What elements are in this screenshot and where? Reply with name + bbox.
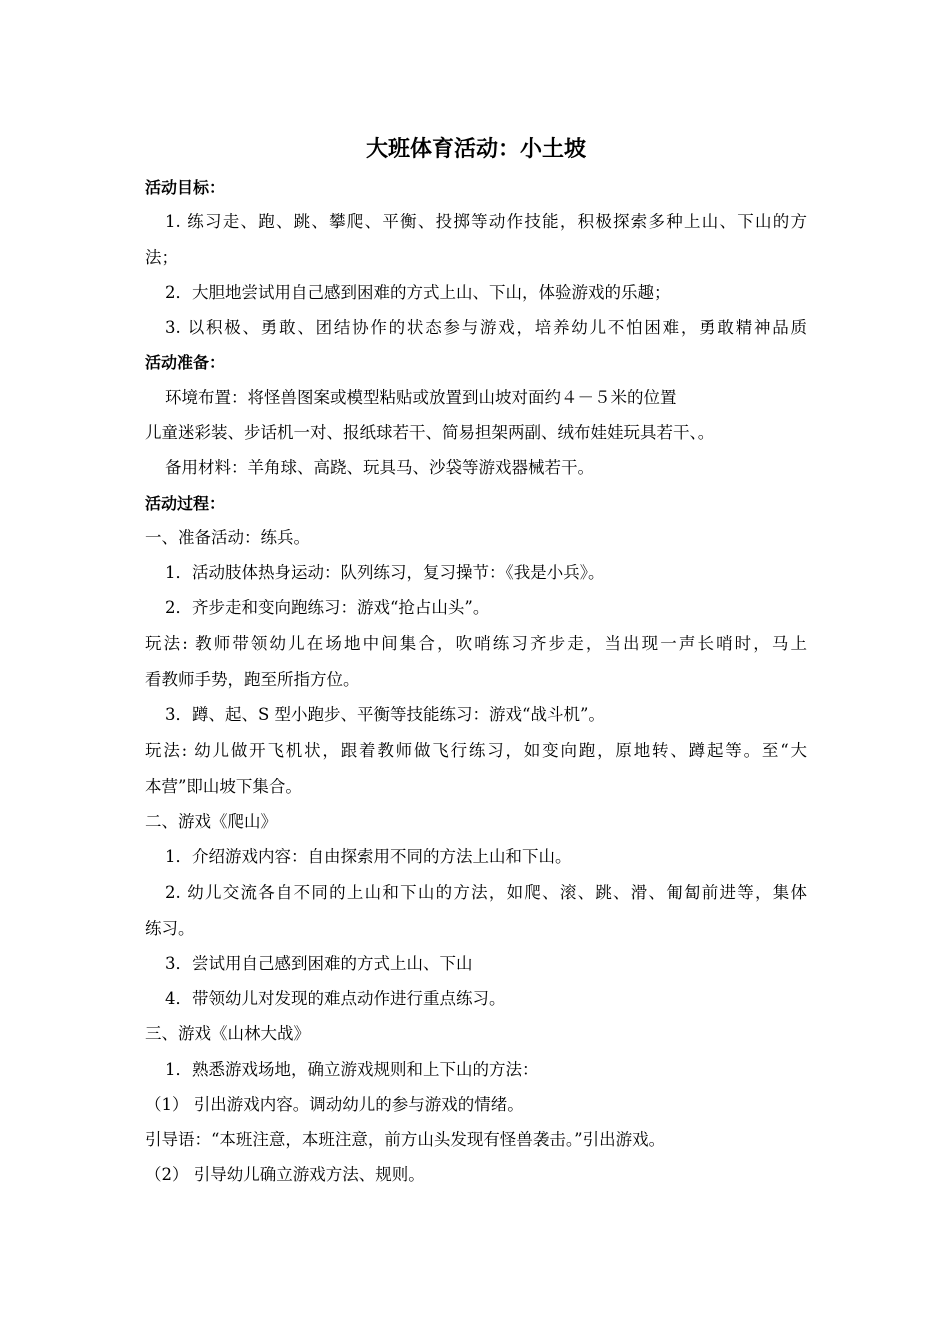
part1-play-2-line-1: 玩法: 幼儿做开飞机状，跟着教师做飞行练习，如变向跑，原地转、蹲起等。至“大	[145, 741, 807, 760]
part1-title: 一、准备活动：练兵。	[145, 528, 310, 547]
part1-play-1-line-2: 看教师手势，跑至所指方位。	[145, 670, 360, 689]
goal-item-2: 2．大胆地尝试用自己感到困难的方式上山、下山，体验游戏的乐趣；	[165, 283, 671, 302]
part3-sub-2: （2） 引导幼儿确立游戏方法、规则。	[145, 1165, 425, 1184]
goal-item-3: 3. 以积极、勇敢、团结协作的状态参与游戏，培养幼儿不怕困难，勇敢精神品质	[165, 318, 807, 337]
part1-step-3: 3．蹲、起、S 型小跑步、平衡等技能练习：游戏“战斗机”。	[165, 705, 605, 724]
part1-step-1: 1．活动肢体热身运动：队列练习，复习操节：《我是小兵》。	[165, 563, 605, 582]
goals-heading: 活动目标：	[145, 178, 226, 197]
part2-step-2-line-1: 2. 幼儿交流各自不同的上山和下山的方法，如爬、滚、跳、滑、匍匐前进等，集体	[165, 883, 807, 902]
goal-item-1-line-2: 法；	[145, 248, 178, 267]
part1-play-2-line-2: 本营”即山坡下集合。	[145, 777, 302, 796]
part2-step-4: 4．带领幼儿对发现的难点动作进行重点练习。	[165, 989, 506, 1008]
prep-environment: 环境布置：将怪兽图案或模型粘贴或放置到山坡对面约４－５米的位置	[165, 388, 677, 407]
part1-step-2: 2．齐步走和变向跑练习：游戏“抢占山头”。	[165, 598, 490, 617]
part1-play-1-line-1: 玩法: 教师带领幼儿在场地中间集合，吹哨练习齐步走，当出现一声长哨时，马上	[145, 634, 807, 653]
part3-sub-1: （1） 引出游戏内容。调动幼儿的参与游戏的情绪。	[145, 1095, 524, 1114]
document-title: 大班体育活动：小土坡	[365, 137, 586, 162]
prep-spare-materials: 备用材料：羊角球、高跷、玩具马、沙袋等游戏器械若干。	[165, 458, 594, 477]
part3-guide: 引导语：“本班注意，本班注意，前方山头发现有怪兽袭击。”引出游戏。	[145, 1130, 666, 1149]
prep-heading: 活动准备：	[145, 353, 226, 372]
part3-title: 三、游戏《山林大战》	[145, 1024, 310, 1043]
goal-item-1-line-1: 1. 练习走、跑、跳、攀爬、平衡、投掷等动作技能，积极探索多种上山、下山的方	[165, 212, 807, 231]
part2-title: 二、游戏《爬山》	[145, 812, 277, 831]
part2-step-1: 1．介绍游戏内容：自由探索用不同的方法上山和下山。	[165, 847, 572, 866]
process-heading: 活动过程：	[145, 494, 226, 513]
part3-step-1: 1．熟悉游戏场地，确立游戏规则和上下山的方法：	[165, 1060, 539, 1079]
part2-step-3: 3．尝试用自己感到困难的方式上山、下山	[165, 954, 473, 973]
prep-materials: 儿童迷彩装、步话机一对、报纸球若干、简易担架两副、绒布娃娃玩具若干、。	[145, 423, 715, 442]
part2-step-2-line-2: 练习。	[145, 919, 195, 938]
